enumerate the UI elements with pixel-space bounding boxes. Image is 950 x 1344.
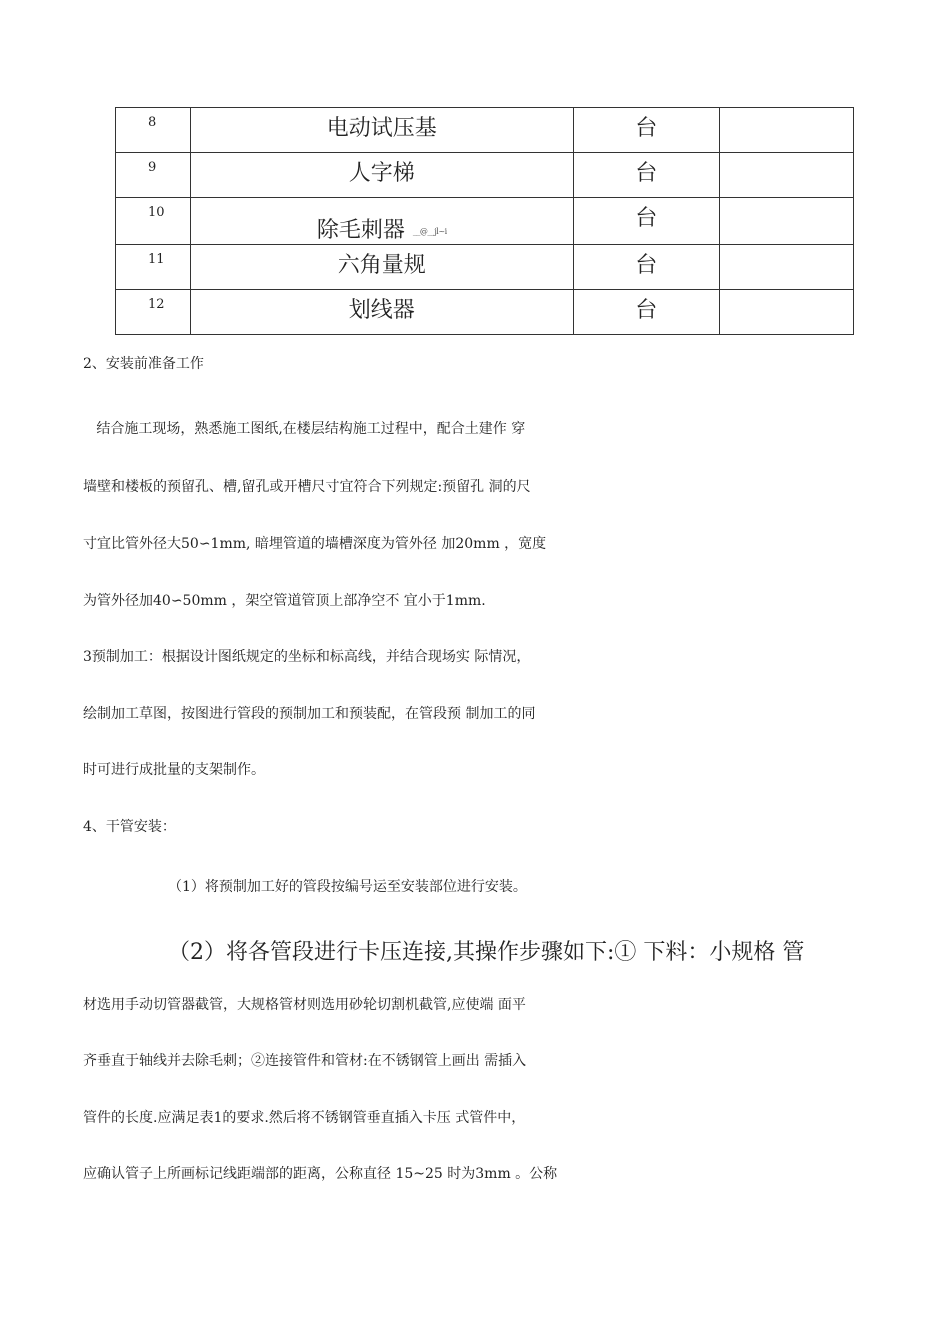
quantity-cell (719, 153, 853, 198)
table-row (116, 108, 854, 153)
section-heading-preparation: 2、安装前准备工作 (83, 356, 204, 372)
body-text-line: 结合施工现场，熟悉施工图纸,在楼层结构施工过程中，配合土建作 穿 (83, 421, 526, 437)
row-number: 10 (116, 198, 191, 245)
body-text-line: 墙壁和楼板的预留孔、槽,留孔或开槽尺寸宜符合下列规定:预留孔 洞的尺 (83, 479, 531, 495)
equipment-table (115, 107, 854, 335)
table-row (116, 290, 854, 335)
equipment-name: 划线器 (348, 298, 415, 323)
equipment-unit: 台 (635, 253, 658, 278)
equipment-name: 电动试压基 (326, 116, 437, 141)
body-text-line: （1）将预制加工好的管段按编号运至安装部位进行安装。 (168, 879, 527, 895)
quantity-cell (719, 198, 853, 245)
section-heading-main-pipe: 4、干管安装： (83, 819, 176, 835)
equipment-name: 人字梯 (348, 161, 415, 186)
body-text-line: 齐垂直于轴线并去除毛刺；②连接管件和管材:在不锈钢管上画出 需插入 (83, 1053, 527, 1069)
table-row (116, 153, 854, 198)
quantity-cell (719, 290, 853, 335)
row-number: 8 (116, 108, 191, 153)
equipment-name: 除毛刺器 (316, 218, 405, 243)
body-text-line: 绘制加工草图，按图进行管段的预制加工和预装配，在管段预 制加工的同 (83, 706, 536, 722)
body-text-line: 应确认管子上所画标记线距端部的距离，公称直径 15~25 时为3mm 。公称 (83, 1166, 558, 1182)
equipment-unit: 台 (635, 298, 658, 323)
body-text-line: 寸宜比管外径大50∽1mm, 暗埋管道的墙槽深度为管外径 加20mm ，宽度 (83, 536, 547, 552)
quantity-cell (719, 108, 853, 153)
equipment-unit: 台 (635, 161, 658, 186)
equipment-unit: 台 (635, 206, 658, 231)
body-text-line: 为管外径加40∽50mm ，架空管道管顶上部净空不 宜小于1mm. (83, 593, 486, 609)
quantity-cell (719, 245, 853, 290)
table-row (116, 198, 854, 245)
body-text-line: 材选用手动切管器截管，大规格管材则选用砂轮切割机截管,应使端 面平 (83, 997, 526, 1013)
body-text-line: 管件的长度.应满足表1的要求.然后将不锈钢管垂直插入卡压 式管件中， (83, 1110, 526, 1126)
body-text-line: 时可进行成批量的支架制作。 (83, 762, 265, 778)
body-text-line: （2）将各管段进行卡压连接,其操作步骤如下:① 下料：小规格 管 (168, 940, 805, 965)
equipment-name: 六角量规 (337, 253, 426, 278)
row-number: 12 (116, 290, 191, 335)
scan-mark: __@__jl~i (412, 226, 447, 236)
table-row (116, 245, 854, 290)
row-number: 11 (116, 245, 191, 290)
body-text-line: 3预制加工：根据设计图纸规定的坐标和标高线，并结合现场实 际情况， (83, 649, 531, 665)
row-number: 9 (116, 153, 191, 198)
equipment-unit: 台 (635, 116, 658, 141)
